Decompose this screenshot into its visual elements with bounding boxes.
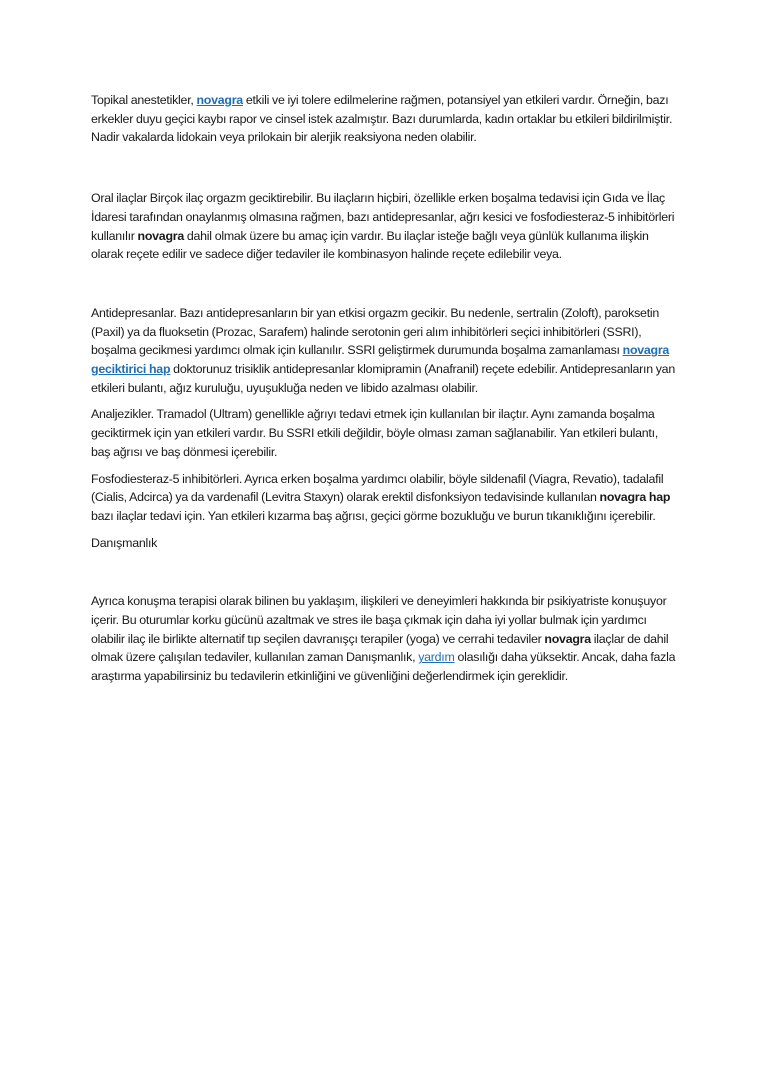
- text-span: etkili ve iyi tolere edilmelerine rağmen, potansiyel yan etkileri vardır. Örneğin, bazı erkekler duyu geçici kaybı rapor ve cinsel istek azalmıştır. Bazı durumlarda, kadın ortaklar bu etkileri bildirilmiştir. Nadir vakalarda lidokain veya prilokain bir alerjik reaksiyona neden olabilir.: [91, 93, 673, 145]
- novagra-geciktirici-hap-link[interactable]: novagra geciktirici hap: [91, 343, 670, 377]
- text-span: Danışmanlık: [91, 535, 158, 550]
- paragraph-topical-anesthetics: [91, 91, 680, 147]
- text-span: Topikal anestetikler,: [91, 93, 197, 107]
- text-span: Ayrıca konuşma terapisi olarak bilinen bu yaklaşım, ilişkileri ve deneyimleri hakkında bir psikiyatriste konuşuyor içerir. Bu oturumlar korku gücünü azaltmak ve stres ile başa çıkmak için daha iyi yollar bulmak için yardımcı olabilir ilaç ile birlikte alternatif tıp seçilen davranışçı terapiler (yoga) ve cerrahi tedaviler: [91, 594, 667, 646]
- novagra-link[interactable]: novagra: [196, 93, 243, 107]
- paragraph-pde5-inhibitors: [91, 470, 680, 526]
- section-heading-counseling: [91, 534, 680, 553]
- text-span: Analjezikler. Tramadol (Ultram) genellikle ağrıyı tedavi etmek için kullanılan bir ilaçtır. Aynı zamanda boşalma geciktirmek için yan etkileri vardır. Bu SSRI etkili değildir, böyle olması zaman sağlanabilir. Yan etkileri bulantı, baş ağrısı ve baş dönmesi içerebilir.: [91, 407, 659, 459]
- text-span: Fosfodiesteraz-5 inhibitörleri. Ayrıca erken boşalma yardımcı olabilir, böyle sildenafil (Viagra, Revatio), tadalafil (Cialis, Adcirca) ya da vardenafil (Levitra Staxyn) olarak erektil disfonksiyon tedavisinde kullanılan: [91, 471, 664, 505]
- paragraph-oral-drugs: [91, 189, 680, 264]
- text-span: ilaçlar de dahil olmak üzere çalışılan tedaviler, kullanılan zaman Danışmanlık,: [91, 631, 669, 665]
- bold-keyword: novagra hap: [599, 490, 671, 505]
- bold-keyword: novagra: [544, 631, 591, 646]
- paragraph-talk-therapy: [91, 592, 680, 686]
- text-span: dahil olmak üzere bu amaç için vardır. Bu ilaçlar isteğe bağlı veya günlük kullanıma ilişkin olarak reçete edilir ve sadece diğer tedaviler ile kombinasyon halinde reçete edilebilir veya.: [91, 228, 649, 262]
- yardim-link[interactable]: yardım: [418, 650, 455, 665]
- text-span: doktorunuz trisiklik antidepresanlar klomipramin (Anafranil) reçete edebilir. Antidepresanların yan etkileri bulantı, ağız kuruluğu, uyuşukluğa neden ve libido azalması olabilir.: [91, 362, 675, 395]
- paragraph-antidepressants: [91, 304, 680, 398]
- text-span: Oral ilaçlar Birçok ilaç orgazm geciktirebilir. Bu ilaçların hiçbiri, özellikle erken boşalma tedavisi için Gıda ve İlaç İdaresi tarafından onaylanmış olmasına rağmen, bazı antidepresanlar, ağrı kesici ve fosfodiesteraz-5 inhibitörleri kullanılır: [91, 191, 675, 243]
- text-span: Antidepresanlar. Bazı antidepresanların bir yan etkisi orgazm gecikir. Bu nedenle, sertralin (Zoloft), paroksetin (Paxil) ya da fluoksetin (Prozac, Sarafem) halinde serotonin geri alım inhibitörleri seçici inhibitörleri (SSRI), boşalma gecikmesi yardımcı olmak için kullanılır. SSRI geliştirmek durumunda boşalma zamanlaması: [91, 305, 660, 358]
- text-span: bazı ilaçlar tedavi için. Yan etkileri kızarma baş ağrısı, geçici görme bozukluğu ve burun tıkanıklığını içerebilir.: [91, 508, 656, 523]
- paragraph-analgesics: [91, 405, 680, 461]
- text-span: olasılığı daha yüksektir. Ancak, daha fazla araştırma yapabilirsiniz bu tedavilerin etkinliğini ve güvenliğini değerlendirmek için gereklidir.: [91, 650, 676, 684]
- bold-keyword: novagra: [137, 228, 184, 243]
